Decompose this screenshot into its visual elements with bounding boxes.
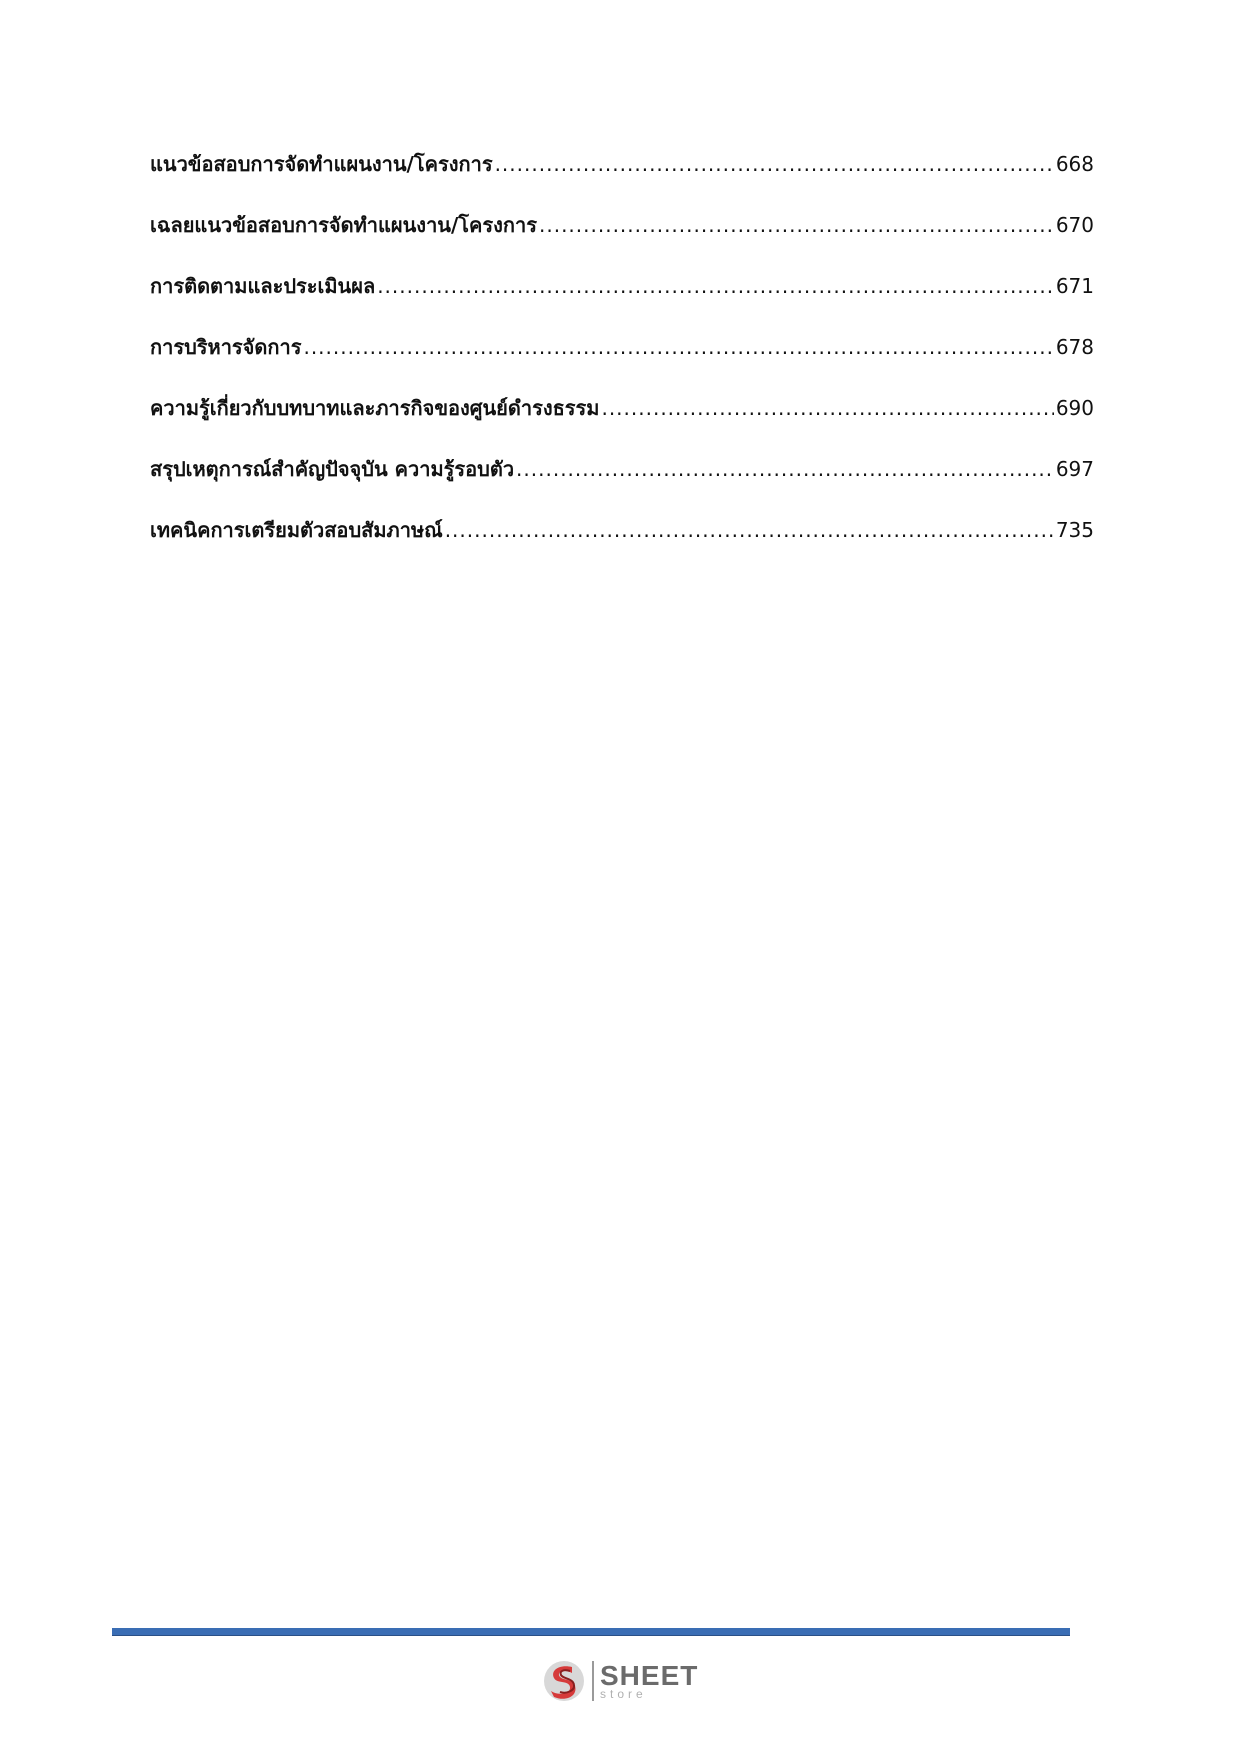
footer-rule <box>112 1628 1070 1636</box>
logo-subword: store <box>600 1687 647 1701</box>
logo-wordmark <box>600 1662 698 1700</box>
logo-divider <box>592 1661 594 1701</box>
toc-entry[interactable] <box>150 211 1094 272</box>
toc-entry-page: 735 <box>1055 518 1094 542</box>
toc-dot-leader <box>445 516 1054 544</box>
toc-entry[interactable] <box>150 150 1094 211</box>
toc-entry-title: เฉลยแนวข้อสอบการจัดทำแผนงาน/โครงการ <box>150 213 537 237</box>
toc-entry-page: 670 <box>1055 213 1094 237</box>
toc-entry[interactable] <box>150 516 1094 577</box>
toc-entry-page: 678 <box>1055 335 1094 359</box>
toc-entry-page: 690 <box>1055 396 1094 420</box>
toc-entry-page: 697 <box>1055 457 1094 481</box>
toc-entry[interactable] <box>150 272 1094 333</box>
toc-dot-leader <box>539 211 1054 239</box>
toc-entry-title: แนวข้อสอบการจัดทำแผนงาน/โครงการ <box>150 152 493 176</box>
toc-dot-leader <box>516 455 1054 483</box>
sheet-store-logo <box>542 1656 698 1706</box>
toc-dot-leader <box>601 394 1053 422</box>
table-of-contents <box>150 150 1094 577</box>
toc-entry-page: 668 <box>1055 152 1094 176</box>
toc-dot-leader <box>377 272 1054 300</box>
toc-entry-title: การบริหารจัดการ <box>150 335 302 359</box>
toc-entry-title: การติดตามและประเมินผล <box>150 274 376 298</box>
toc-entry[interactable] <box>150 394 1094 455</box>
toc-entry-title: ความรู้เกี่ยวกับบทบาทและภารกิจของศูนย์ดำรงธรรม <box>150 396 600 420</box>
toc-entry-title: สรุปเหตุการณ์สำคัญปัจจุบัน ความรู้รอบตัว <box>150 457 515 481</box>
logo-word: SHEET <box>600 1660 699 1691</box>
toc-dot-leader <box>303 333 1053 361</box>
toc-dot-leader <box>495 150 1054 178</box>
toc-entry-page: 671 <box>1055 274 1094 298</box>
sheet-store-logo-icon <box>542 1658 588 1704</box>
toc-entry-title: เทคนิคการเตรียมตัวสอบสัมภาษณ์ <box>150 518 443 542</box>
toc-entry[interactable] <box>150 333 1094 394</box>
toc-entry[interactable] <box>150 455 1094 516</box>
